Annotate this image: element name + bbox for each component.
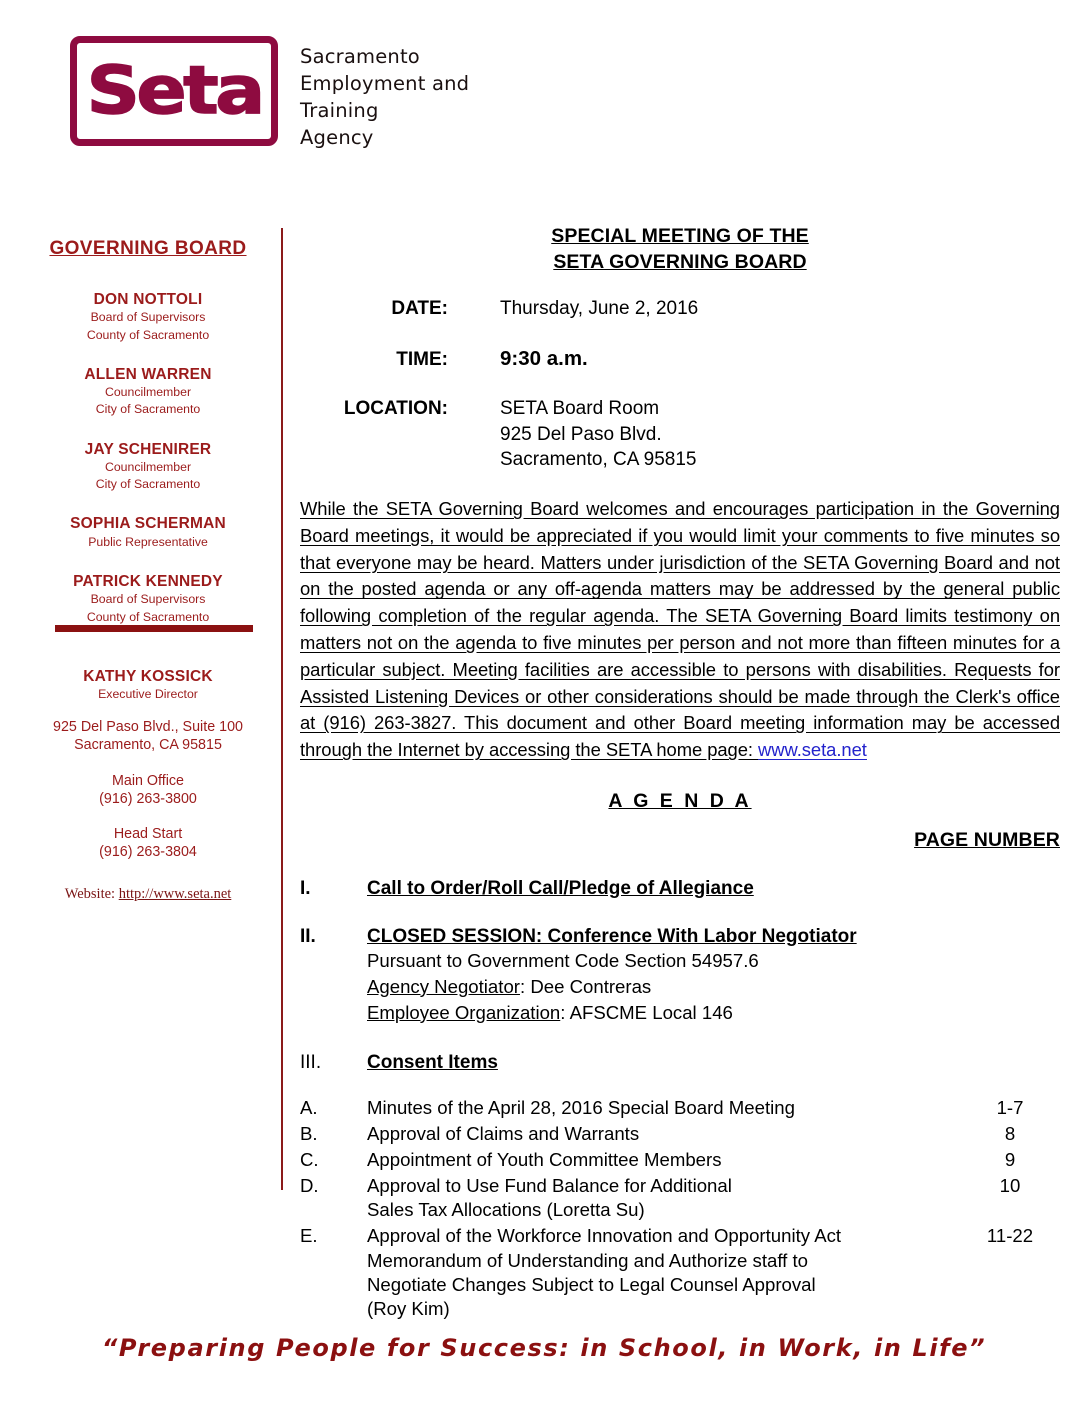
main-content <box>300 224 1060 1323</box>
board-member <box>34 365 262 419</box>
board-member <box>34 514 262 551</box>
meeting-location-row <box>300 396 1060 472</box>
agenda-heading: A G E N D A <box>608 789 752 812</box>
sidebar-main-office <box>34 772 262 809</box>
board-member-role-line-1: Board of Supervisors <box>90 592 206 607</box>
sidebar-website-link[interactable]: http://www.seta.net <box>118 885 232 902</box>
consent-item-page: 9 <box>1004 1148 1016 1170</box>
sidebar-address-line-2: Sacramento, CA 95815 <box>74 737 222 754</box>
board-member-name: SOPHIA SCHERMAN <box>70 515 226 533</box>
board-member-role-line-2: City of Sacramento <box>95 477 201 492</box>
board-member-name: DON NOTTOLI <box>93 291 203 308</box>
consent-item-continuation: Negotiate Changes Subject to Legal Counsel Approval <box>367 1273 816 1295</box>
board-member <box>34 572 262 626</box>
agenda-item <box>300 878 1060 900</box>
sidebar <box>34 238 262 647</box>
sidebar-title: GOVERNING BOARD <box>49 238 247 259</box>
agency-name <box>300 44 469 152</box>
agenda-item-body <box>367 926 1060 1026</box>
agency-name-line-3: Training <box>300 98 379 122</box>
head-start-label: Head Start <box>113 826 183 843</box>
consent-item-row <box>300 1148 1060 1172</box>
agenda-item-numeral: II. <box>300 925 316 947</box>
consent-item-continuation: Memorandum of Understanding and Authorize staff to <box>367 1249 809 1271</box>
board-member-role-line-1: Councilmember <box>104 385 192 400</box>
meeting-location-label: LOCATION: <box>343 398 448 420</box>
consent-item-letter: B. <box>300 1122 318 1144</box>
consent-item-page: 11-22 <box>986 1225 1034 1247</box>
page-title-line-1: SPECIAL MEETING OF THE <box>551 225 809 247</box>
consent-item-text: Approval to Use Fund Balance for Additional Sales Tax Allocations (Loretta Su) <box>367 1174 960 1222</box>
board-member-role-line-2: City of Sacramento <box>95 402 201 417</box>
consent-item-page: 8 <box>1004 1122 1016 1144</box>
consent-item-text: Appointment of Youth Committee Members <box>367 1148 722 1170</box>
agenda-item-heading: CLOSED SESSION: Conference With Labor Negotiator <box>367 925 857 947</box>
sidebar-address-line-1: 925 Del Paso Blvd., Suite 100 <box>53 719 243 735</box>
meeting-date-row <box>300 296 1060 321</box>
meeting-location-value <box>500 396 696 472</box>
sidebar-head-start <box>34 825 262 862</box>
location-line-1: SETA Board Room <box>500 398 660 420</box>
agenda-item <box>300 1052 1060 1074</box>
agenda-item-body <box>367 1052 1060 1074</box>
column-divider <box>281 228 283 1190</box>
agency-name-line-2: Employment and <box>300 71 470 95</box>
consent-item-page: 1-7 <box>996 1096 1024 1118</box>
agenda-item <box>300 926 1060 1026</box>
agenda-item-body <box>367 878 1060 900</box>
agenda-subline: Employee Organization: AFSCME Local 146 <box>367 1001 733 1023</box>
page-title <box>300 224 1060 276</box>
board-member-role-line-2: County of Sacramento <box>86 327 210 342</box>
executive-director-name: KATHY KOSSICK <box>83 668 213 685</box>
board-member-role-line-1: Board of Supervisors <box>90 310 206 325</box>
meeting-time-row <box>300 345 1060 372</box>
sidebar-website-line <box>34 886 262 903</box>
agenda-item-heading: Call to Order/Roll Call/Pledge of Allegiance <box>367 877 754 899</box>
agenda-item-numeral: I. <box>300 877 311 899</box>
location-line-2: 925 Del Paso Blvd. <box>500 423 662 445</box>
seta-logo <box>70 36 278 146</box>
main-office-phone: (916) 263-3800 <box>99 790 197 807</box>
meeting-details <box>300 296 1060 472</box>
consent-item-row <box>300 1224 1060 1321</box>
meeting-time-value: 9:30 a.m. <box>500 347 588 371</box>
consent-item-text: Approval of Claims and Warrants <box>367 1122 640 1144</box>
sidebar-divider-rule <box>55 625 253 632</box>
consent-item-continuation: (Roy Kim) <box>367 1297 450 1319</box>
agenda-item-heading: Consent Items <box>367 1051 498 1073</box>
consent-items-list <box>300 1096 1060 1322</box>
consent-item-letter: E. <box>300 1225 318 1247</box>
sidebar-address <box>34 718 262 755</box>
consent-item-letter: C. <box>300 1148 319 1170</box>
board-member-name: JAY SCHENIRER <box>84 440 212 458</box>
page-title-line-2: SETA GOVERNING BOARD <box>553 250 807 273</box>
board-member-role-line-1: Public Representative <box>88 534 208 549</box>
page-number-column-heading: PAGE NUMBER <box>914 828 1060 851</box>
consent-item-continuation: Sales Tax Allocations (Loretta Su) <box>367 1199 645 1221</box>
consent-item-row <box>300 1122 1060 1146</box>
board-member-role-line-1: Councilmember <box>104 459 192 474</box>
meeting-time-label: TIME: <box>396 349 448 371</box>
meeting-date-label: DATE: <box>391 297 448 319</box>
consent-item-row <box>300 1174 1060 1222</box>
public-participation-notice <box>300 496 1060 764</box>
footer-tagline: “Preparing People for Success: in School, in Work, in Life” <box>101 1334 987 1362</box>
consent-item-letter: D. <box>300 1175 319 1197</box>
head-start-phone: (916) 263-3804 <box>99 844 197 861</box>
agency-name-line-1: Sacramento <box>300 45 420 68</box>
sidebar-contact-block <box>34 668 262 903</box>
agenda-item-numeral: III. <box>300 1051 322 1073</box>
board-member <box>34 290 262 344</box>
notice-text: While the SETA Governing Board welcomes and encourages participation in the Governing Board meetings, it would be appreciated if you would limit your comments to five minutes so that everyone may be heard. Matters under jurisdiction of the SETA Governing Board and not on the posted agenda or any off-agenda matters may be addressed by the general public following completion of the regular agenda. The SETA Governing Board limits testimony on matters not on the agenda to five minutes per person and not more than fifteen minutes for a particular subject. Meeting facilities are accessible to persons with disabilities. Requests for Assisted Listening Devices or other considerations should be made through the Clerk's office at (916) 263-3827. This document and other Board meeting information may be accessed through the Internet by accessing the SETA home page: <box>300 498 1060 761</box>
main-office-label: Main Office <box>111 772 185 789</box>
seta-home-page-link[interactable]: www.seta.net <box>758 739 867 761</box>
agenda-subline: Agency Negotiator: Dee Contreras <box>367 975 652 997</box>
consent-item-text: Minutes of the April 28, 2016 Special Board Meeting <box>367 1096 795 1118</box>
agenda-subline: Pursuant to Government Code Section 54957.6 <box>367 949 759 971</box>
masthead <box>70 36 469 152</box>
board-member-name: ALLEN WARREN <box>84 365 212 383</box>
meeting-date-value: Thursday, June 2, 2016 <box>500 297 699 319</box>
sidebar-website-label: Website: <box>64 885 119 902</box>
consent-item-letter: A. <box>300 1096 318 1118</box>
location-line-3: Sacramento, CA 95815 <box>500 448 697 470</box>
consent-item-page: 10 <box>999 1175 1021 1197</box>
logo-inner-frame <box>81 47 267 135</box>
board-member-role-line-2: County of Sacramento <box>86 609 210 624</box>
logo-wordmark-text: Seta <box>86 52 262 129</box>
board-member <box>34 440 262 494</box>
board-member-name: PATRICK KENNEDY <box>73 572 223 590</box>
agency-name-line-4: Agency <box>300 125 374 149</box>
executive-director-title: Executive Director <box>98 687 198 701</box>
consent-item-text: Approval of the Workforce Innovation and Opportunity Act Memorandum of Understanding and Authorize staff to Negotiate Changes Subject to Legal Counsel Approval (Roy Kim) <box>367 1224 960 1321</box>
consent-item-row <box>300 1096 1060 1120</box>
